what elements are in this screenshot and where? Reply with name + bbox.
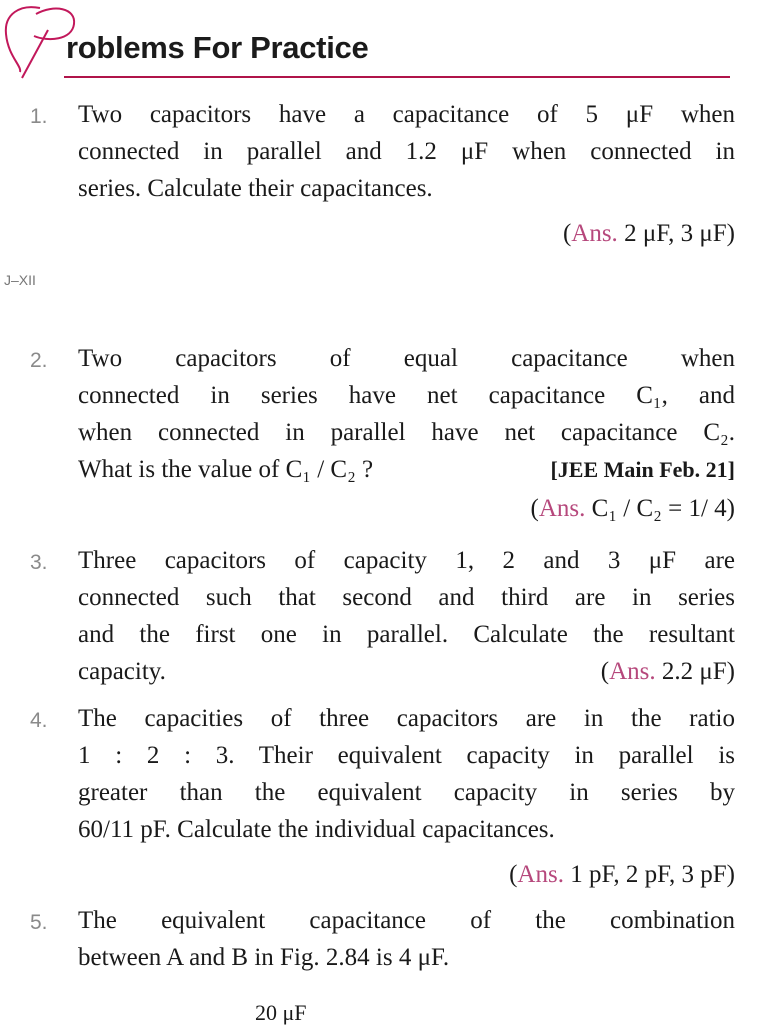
section-title: roblems For Practice [66,30,369,65]
problem-line: The equivalent capacitance of the combination [78,907,735,934]
problem-number: 1. [30,105,48,128]
figure-label: 20 μF [255,1000,307,1025]
problem-text [78,340,735,527]
answer-value: 2 μF, 3 μF) [617,220,735,247]
problem-line: 1 : 2 : 3. Their equivalent capacity in parallel is [78,742,735,769]
answer: (Ans. 1 pF, 2 pF, 3 pF) [509,861,735,888]
answer-label: Ans. [538,495,586,522]
problem-3 [30,542,735,690]
answer-value: C₁ / C₂ = 1/ 4) [585,495,735,522]
answer-label: Ans. [517,861,564,888]
problem-5 [30,902,735,976]
problem-last-row [78,653,735,690]
answer: (Ans. C₁ / C₂ = 1/ 4) [530,495,735,522]
problem-line: What is the value of C₁ / C₂ ? [78,456,374,483]
problem-line: Two capacitors have a capacitance of 5 μF when [78,101,735,128]
answer-label: Ans. [609,658,656,685]
problem-number: 5. [30,911,48,934]
problem-text [78,542,735,690]
answer: (Ans. 2 μF, 3 μF) [562,220,735,247]
answer-value: 1 pF, 2 pF, 3 pF) [563,861,735,888]
problem-number: 2. [30,349,48,372]
problem-2 [30,340,735,527]
problem-line: and the first one in parallel. Calculate the resultant [78,621,735,648]
page-edge-fragment: J–XII [4,272,36,288]
answer: (Ans. 2.2 μF) [600,658,735,685]
problem-line: capacity. [78,658,166,685]
problem-last-row [78,451,735,488]
answer-label: Ans. [571,220,618,247]
title-underline [64,76,730,78]
problem-line: connected in series have net capacitance C₁, and [78,382,735,409]
problem-line: between A and B in Fig. 2.84 is 4 μF. [78,944,450,971]
problem-line: connected such that second and third are in series [78,584,735,611]
problem-number: 3. [30,551,48,574]
problem-4 [30,700,735,893]
problem-text [78,902,735,976]
problem-number: 4. [30,709,48,732]
problem-line: when connected in parallel have net capacitance C₂. [78,419,735,446]
problem-1 [30,96,735,252]
exam-reference: [JEE Main Feb. 21] [550,457,735,482]
problem-line: 60/11 pF. Calculate the individual capacitances. [78,816,555,843]
problem-line: The capacities of three capacitors are in the ratio [78,705,735,732]
problem-text [78,96,735,252]
problem-line: connected in parallel and 1.2 μF when connected in [78,138,735,165]
problem-text [78,700,735,893]
section-header [0,0,768,82]
problem-line: Two capacitors of equal capacitance when [78,345,735,372]
problem-line: Three capacitors of capacity 1, 2 and 3 μF are [78,547,735,574]
problem-line: series. Calculate their capacitances. [78,175,433,202]
answer-value: 2.2 μF) [655,658,735,685]
problem-line: greater than the equivalent capacity in series by [78,779,735,806]
